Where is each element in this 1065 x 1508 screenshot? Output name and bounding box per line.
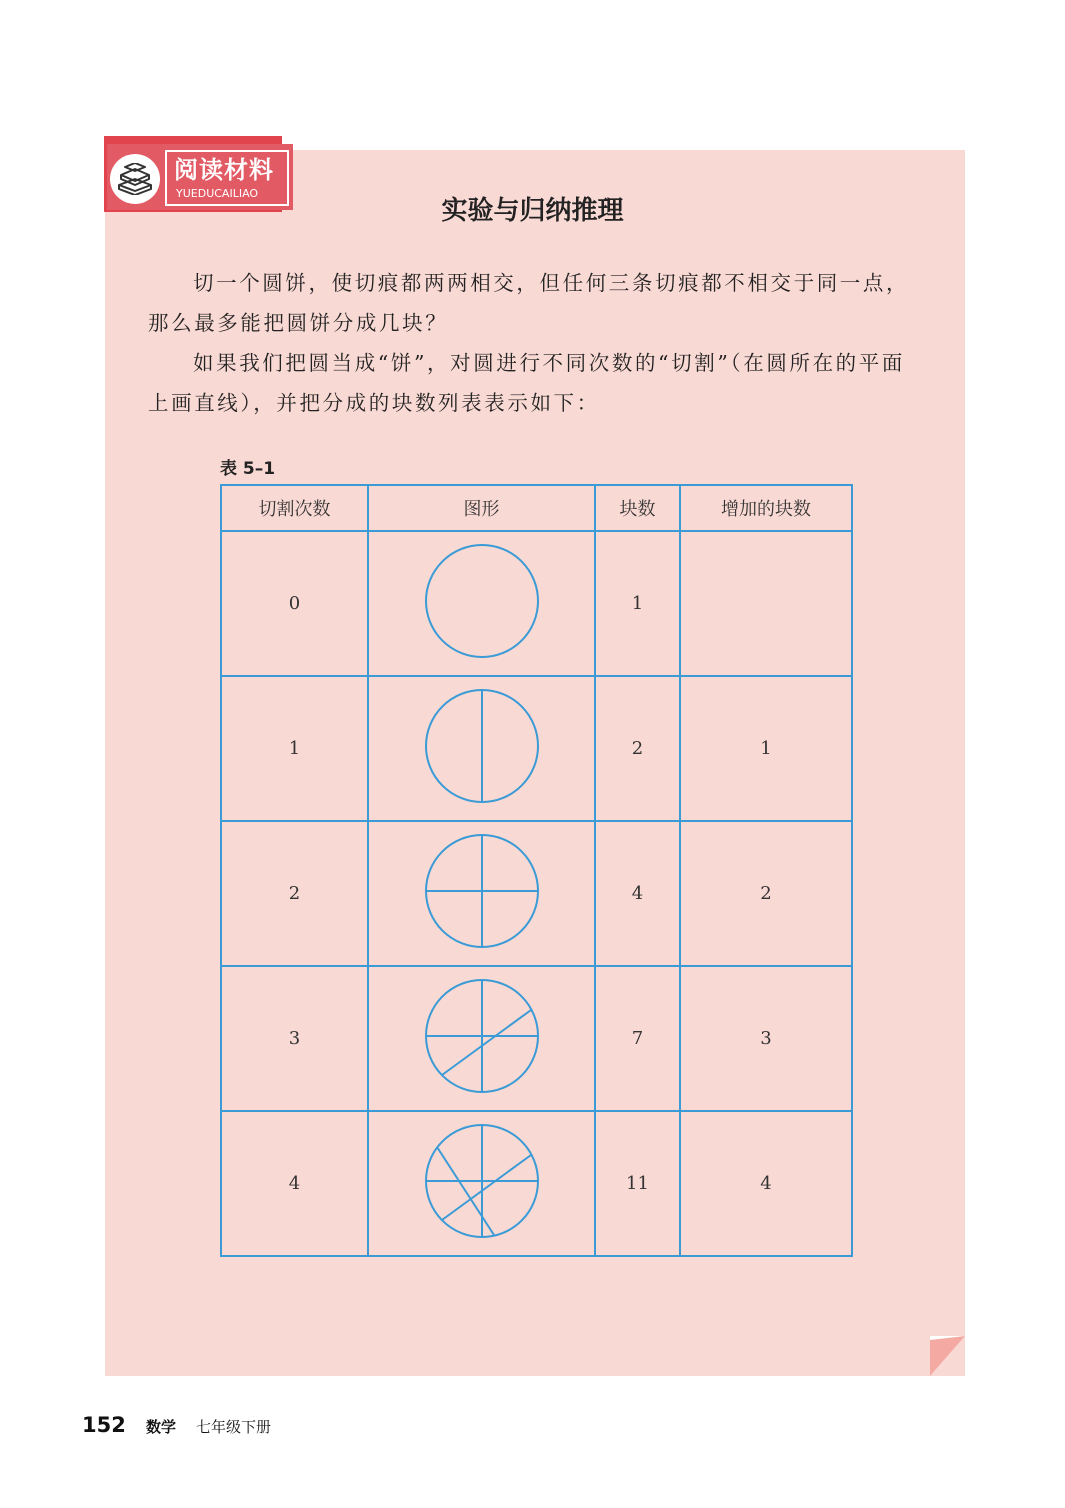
- cell-figure: [368, 966, 595, 1111]
- cell-cuts: 3: [221, 966, 368, 1111]
- cell-figure: [368, 676, 595, 821]
- circle-2-cuts-figure: [422, 831, 542, 951]
- cell-added: 4: [680, 1111, 852, 1256]
- table-caption: 表 5–1: [220, 459, 276, 479]
- header-cut-count: 切割次数: [221, 485, 368, 531]
- cell-cuts: 4: [221, 1111, 368, 1256]
- cell-added: 1: [680, 676, 852, 821]
- table-row: [221, 1111, 852, 1256]
- footer-subject: 数学: [146, 1418, 177, 1436]
- badge-title: 阅读材料: [174, 156, 274, 184]
- cell-figure: [368, 531, 595, 676]
- table-header-row: [221, 485, 852, 531]
- cell-added: [680, 531, 852, 676]
- circle-1-cut-figure: [422, 686, 542, 806]
- cell-pieces: 4: [595, 821, 680, 966]
- circle-3-cuts-figure: [422, 976, 542, 1096]
- page-fold-corner: [930, 1336, 965, 1376]
- table-row: [221, 966, 852, 1111]
- cell-figure: [368, 1111, 595, 1256]
- cell-pieces: 2: [595, 676, 680, 821]
- table-row: [221, 676, 852, 821]
- header-added-pieces: 增加的块数: [680, 485, 852, 531]
- cell-pieces: 11: [595, 1111, 680, 1256]
- circle-0-cuts-figure: [422, 541, 542, 661]
- cell-added: 2: [680, 821, 852, 966]
- header-pieces: 块数: [595, 485, 680, 531]
- header-figure: 图形: [368, 485, 595, 531]
- cell-added: 3: [680, 966, 852, 1111]
- cut-count-table: [220, 484, 853, 1257]
- cell-cuts: 2: [221, 821, 368, 966]
- cell-pieces: 1: [595, 531, 680, 676]
- table-row: [221, 531, 852, 676]
- cell-cuts: 0: [221, 531, 368, 676]
- cell-cuts: 1: [221, 676, 368, 821]
- badge-subtitle: YUEDUCAILIAO: [176, 187, 259, 200]
- table-row: [221, 821, 852, 966]
- footer-grade: 七年级下册: [196, 1418, 272, 1436]
- paragraph-2: 如果我们把圆当成“饼”，对圆进行不同次数的“切割”（在圆所在的平面上画直线），并把分成的块数列表表示如下：: [148, 351, 905, 415]
- page-title: 实验与归纳推理: [441, 196, 624, 226]
- page-number: 152: [82, 1413, 126, 1437]
- circle-4-cuts-figure: [422, 1121, 542, 1241]
- cell-pieces: 7: [595, 966, 680, 1111]
- cell-figure: [368, 821, 595, 966]
- paragraph-1: 切一个圆饼，使切痕都两两相交，但任何三条切痕都不相交于同一点，那么最多能把圆饼分成几块？: [148, 271, 910, 335]
